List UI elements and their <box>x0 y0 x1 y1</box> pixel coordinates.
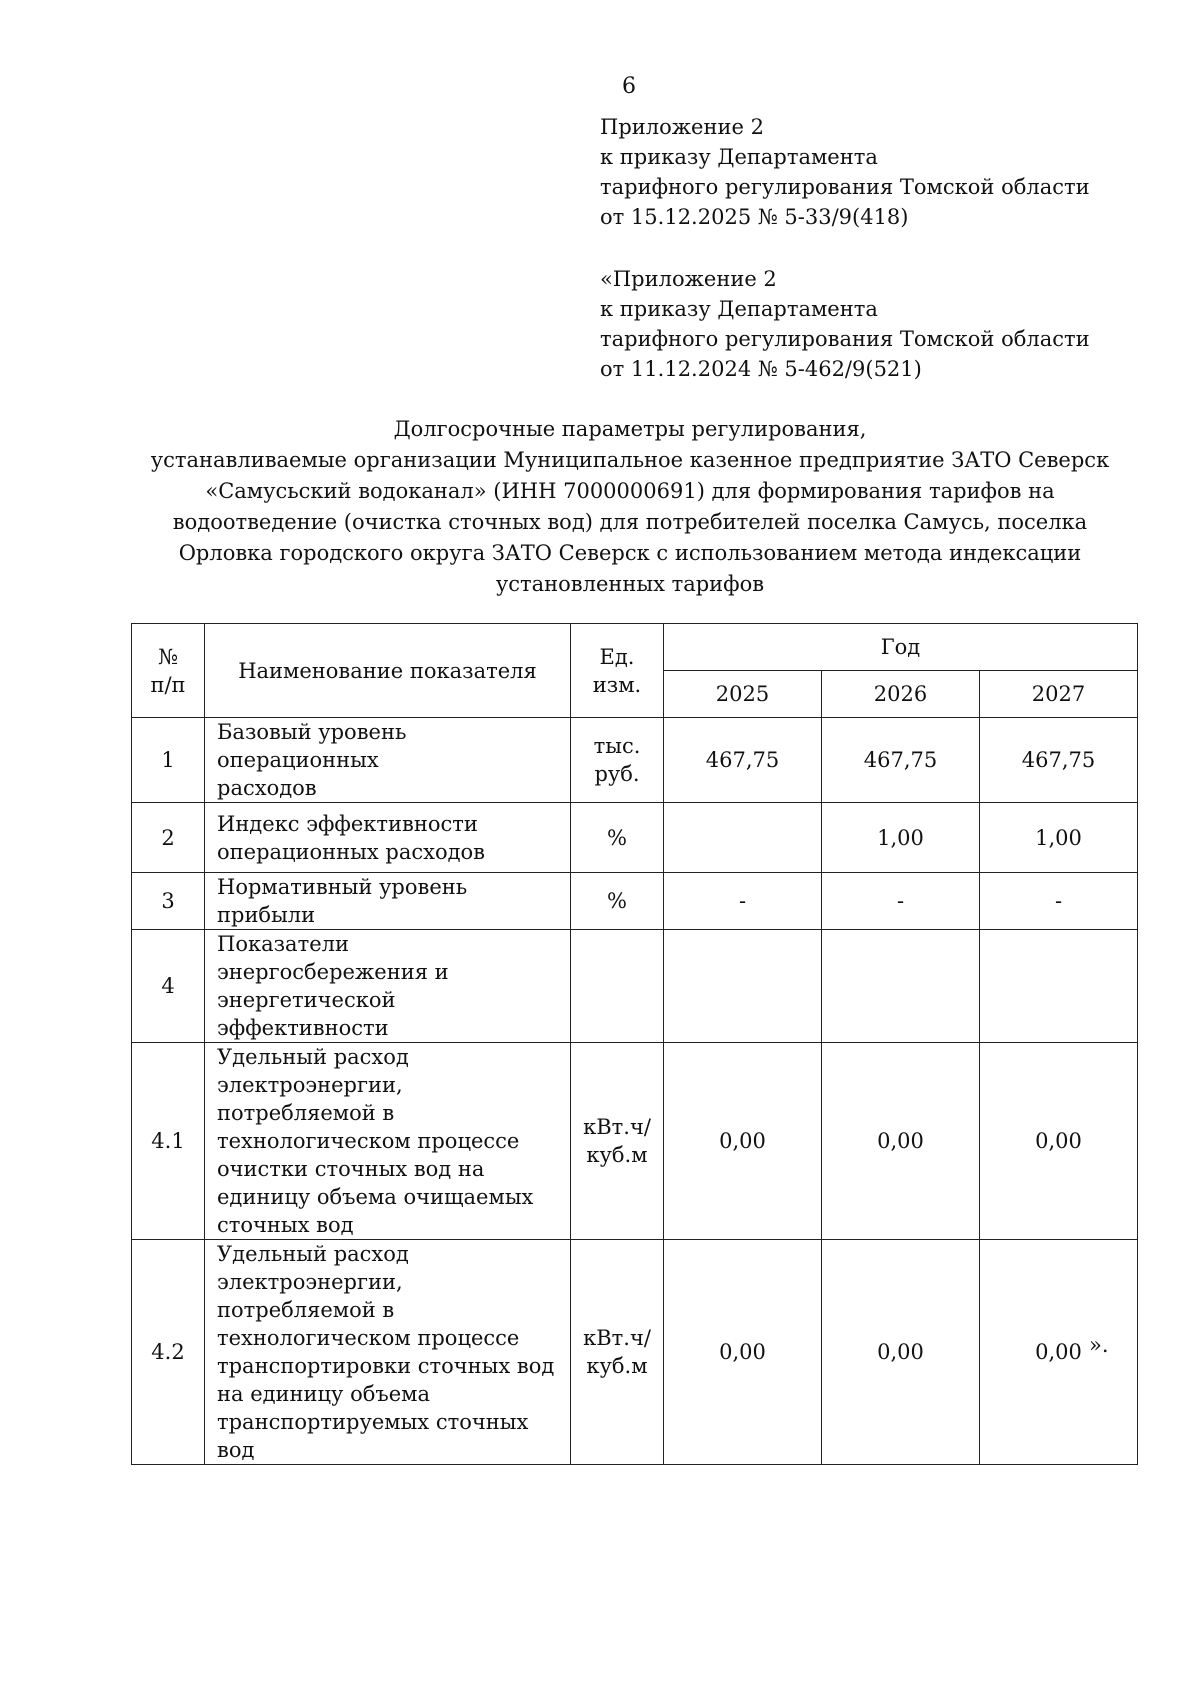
parameters-table <box>131 623 1138 1465</box>
header-unit <box>571 624 664 718</box>
row-unit-line: тыс. <box>593 734 641 758</box>
row-num: 4 <box>132 930 205 1043</box>
table-row <box>132 930 1138 1043</box>
table-row <box>132 718 1138 803</box>
appendix-header-original <box>600 264 1090 384</box>
header-num <box>132 624 205 718</box>
row-name-line: операционных расходов <box>217 839 486 864</box>
row-name-line: Нормативный уровень прибыли <box>217 875 468 927</box>
row-value-2025: 0,00 <box>664 1043 822 1240</box>
row-name-line: энергетической эффективности <box>217 988 396 1040</box>
row-value-2026: 467,75 <box>822 718 980 803</box>
row-value-2026: 0,00 <box>822 1240 980 1465</box>
appendix-line: к приказу Департамента <box>600 145 878 169</box>
row-name-line: Показатели энергосбережения и <box>217 932 449 984</box>
header-num-line: № <box>158 644 178 669</box>
header-year-group: Год <box>664 624 1138 671</box>
row-name <box>205 873 571 930</box>
appendix-line: тарифного регулирования Томской области <box>600 175 1090 199</box>
row-unit <box>571 1043 664 1240</box>
row-name-line: Удельный расход <box>217 1242 409 1266</box>
row-value-2027: 467,75 <box>980 718 1138 803</box>
title-line: устанавливаемые организации Муниципальное казенное предприятие ЗАТО Северск <box>150 448 1110 472</box>
header-num-line: п/п <box>150 672 186 697</box>
row-value-2025 <box>664 803 822 873</box>
row-name-line: транспортировки сточных вод <box>217 1354 555 1378</box>
title-line: Долгосрочные параметры регулирования, <box>393 417 867 441</box>
row-name-line: технологическом процессе <box>217 1129 520 1153</box>
row-name-line: Удельный расход <box>217 1045 409 1069</box>
row-num: 3 <box>132 873 205 930</box>
appendix-line: к приказу Департамента <box>600 297 878 321</box>
header-year: 2025 <box>664 671 822 718</box>
row-unit-line: кВт.ч/ <box>583 1115 651 1139</box>
row-unit-line: кВт.ч/ <box>583 1326 651 1350</box>
row-value-2026 <box>822 930 980 1043</box>
row-unit <box>571 803 664 873</box>
row-value-2025: - <box>664 873 822 930</box>
appendix-line: Приложение 2 <box>600 115 764 139</box>
row-name-line: технологическом процессе <box>217 1326 520 1350</box>
row-num: 1 <box>132 718 205 803</box>
table-row <box>132 873 1138 930</box>
row-unit-line: руб. <box>594 762 640 786</box>
row-value-2027 <box>980 930 1138 1043</box>
row-unit <box>571 930 664 1043</box>
row-unit-line: % <box>607 825 627 850</box>
header-name: Наименование показателя <box>205 624 571 718</box>
page-number: 6 <box>622 74 636 99</box>
row-value-2026: 1,00 <box>822 803 980 873</box>
table-row <box>132 803 1138 873</box>
row-name <box>205 930 571 1043</box>
row-num: 2 <box>132 803 205 873</box>
row-unit-line: куб.м <box>586 1354 648 1378</box>
appendix-line: тарифного регулирования Томской области <box>600 327 1090 351</box>
row-name <box>205 1240 571 1465</box>
header-year: 2026 <box>822 671 980 718</box>
row-value-2025 <box>664 930 822 1043</box>
row-name-line: очистки сточных вод на <box>217 1157 485 1181</box>
row-unit-line: куб.м <box>586 1143 648 1167</box>
row-value-2027: - <box>980 873 1138 930</box>
table-row <box>132 1043 1138 1240</box>
row-name-line: Базовый уровень операционных <box>217 720 407 772</box>
closing-quote-mark: ». <box>1089 1333 1109 1357</box>
row-name-line: Индекс эффективности <box>217 811 478 836</box>
row-value-2025: 0,00 <box>664 1240 822 1465</box>
appendix-line: от 11.12.2024 № 5-462/9(521) <box>600 357 922 381</box>
document-title <box>130 414 1130 600</box>
row-value-2025: 467,75 <box>664 718 822 803</box>
row-name-line: транспортируемых сточных вод <box>217 1410 529 1462</box>
row-unit <box>571 718 664 803</box>
title-line: «Самусьский водоканал» (ИНН 7000000691) для формирования тарифов на <box>205 479 1055 503</box>
row-value-2027: 1,00 <box>980 803 1138 873</box>
appendix-line: от 15.12.2025 № 5-33/9(418) <box>600 205 909 229</box>
title-line: Орловка городского округа ЗАТО Северск с использованием метода индексации <box>178 541 1082 565</box>
header-unit-line: изм. <box>592 672 642 697</box>
row-num: 4.1 <box>132 1043 205 1240</box>
row-name-line: электроэнергии, потребляемой в <box>217 1073 403 1125</box>
table-row <box>132 1240 1138 1465</box>
row-name-line: сточных вод <box>217 1213 354 1237</box>
row-unit <box>571 873 664 930</box>
row-value-2027: 0,00 <box>980 1240 1138 1465</box>
header-year: 2027 <box>980 671 1138 718</box>
row-name <box>205 803 571 873</box>
row-name <box>205 718 571 803</box>
title-line: установленных тарифов <box>495 572 765 596</box>
row-name-line: единицу объема очищаемых <box>217 1185 534 1209</box>
row-name-line: расходов <box>217 776 317 800</box>
header-unit-line: Ед. <box>599 644 635 669</box>
row-unit-line: % <box>607 889 627 913</box>
row-name-line: на единицу объема <box>217 1382 431 1406</box>
row-value-2027: 0,00 <box>980 1043 1138 1240</box>
appendix-line: «Приложение 2 <box>600 267 777 291</box>
row-num: 4.2 <box>132 1240 205 1465</box>
title-line: водоотведение (очистка сточных вод) для потребителей поселка Самусь, поселка <box>172 510 1088 534</box>
row-name-line: электроэнергии, потребляемой в <box>217 1270 403 1322</box>
row-value-2026: - <box>822 873 980 930</box>
row-unit <box>571 1240 664 1465</box>
row-value-2026: 0,00 <box>822 1043 980 1240</box>
appendix-header-current <box>600 112 1090 232</box>
row-name <box>205 1043 571 1240</box>
